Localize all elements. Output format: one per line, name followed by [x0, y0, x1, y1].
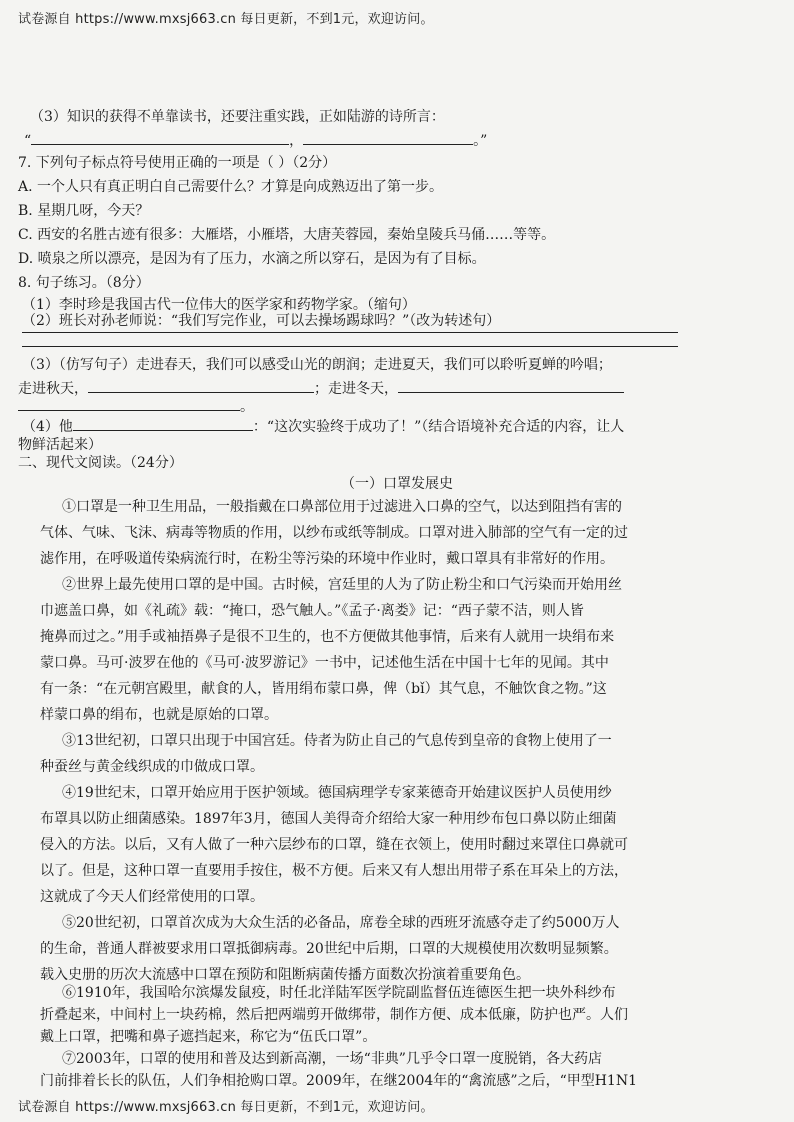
q7-option-d: D. 喷泉之所以漂亮，是因为有了压力，水滴之所以穿石，是因为有了目标。 [18, 251, 486, 267]
q8-part2: （2）班长对孙老师说：“我们写完作业，可以去操场踢球吗？”（改为转述句） [22, 313, 501, 329]
article-line: 戴上口罩，把嘴和鼻子遮挡起来，称它为“伍氏口罩”。 [40, 1029, 377, 1045]
q8-part4-he: （4）他 [22, 419, 73, 435]
winter-blank[interactable] [398, 380, 624, 393]
article-line: 载入史册的历次大流感中口罩在预防和阻断病菌传播方面数次扮演着重要角色。 [40, 967, 530, 983]
article-line: ②世界上最先使用口罩的是中国。古时候，宫廷里的人为了防止粉尘和口气污染而开始用丝 [62, 577, 622, 593]
article-line: 种蚕丝与黄金线织成的巾做成口罩。 [40, 759, 264, 775]
article-line: 门前排着长长的队伍，人们争相抢购口罩。2009年，在继2004年的“禽流感”之后，“甲型H1N1 [40, 1073, 638, 1089]
article-line: 这就成了今天人们经常使用的口罩。 [40, 889, 264, 905]
q8-part3-winter: ；走进冬天， [314, 381, 398, 397]
q6-part3-text: （3）知识的获得不单靠读书，还要注重实践，正如陆游的诗所言： [30, 109, 445, 125]
answer-blank-1[interactable] [31, 132, 289, 145]
q8-part1-answer-line[interactable] [22, 332, 678, 333]
article-line: 滤作用，在呼吸道传染病流行时，在粉尘等污染的环境中作业时，戴口罩具有非常好的作用。 [40, 551, 614, 567]
period: 。 [240, 399, 254, 415]
answer-blank-2[interactable] [303, 132, 473, 145]
section-2-heading: 二、现代文阅读。（24分） [18, 455, 183, 471]
close-quote: 。” [473, 133, 488, 149]
continuation-blank[interactable] [18, 398, 240, 411]
article-line: ⑥1910年，我国哈尔滨爆发鼠疫，时任北洋陆军医学院副监督伍连德医生把一块外科纱布 [62, 985, 616, 1001]
article-line: ⑦2003年，口罩的使用和普及达到新高潮，一场“非典”几乎令口罩一度脱销，各大药店 [62, 1051, 602, 1067]
open-quote: “ [24, 133, 32, 149]
autumn-blank[interactable] [88, 380, 314, 393]
q8-part4-line1 [22, 418, 624, 434]
article-title: （一）口罩发展史 [341, 476, 453, 492]
article-line: 巾遮盖口鼻，如《礼疏》载：“掩口，恐气触人。”《孟子·离娄》记：“西子蒙不洁，则人皆 [40, 603, 584, 619]
article-line: 有一条：“在元朝宫殿里，献食的人，皆用绢布蒙口鼻，俾（bǐ）其气息，不触饮食之物。”这 [40, 681, 607, 697]
article-line: ①口罩是一种卫生用品，一般指戴在口鼻部位用于过滤进入口鼻的空气，以达到阻挡有害的 [62, 499, 622, 515]
article-line: 布罩具以防止细菌感染。1897年3月，德国人美得奇介绍给大家一种用纱布包口鼻以防止细菌 [40, 811, 617, 827]
q6-part3-answer-line [24, 132, 487, 148]
q8-stem: 8. 句子练习。（8分） [18, 275, 150, 291]
comma: ， [289, 133, 304, 149]
q8-part3-line2 [18, 380, 624, 396]
page-footer-watermark: 试卷源自 https://www.mxsj663.cn 每日更新，不到1元，欢迎访问。 [18, 1100, 434, 1115]
q8-part4-quote: ：“这次实验终于成功了！”（结合语境补充合适的内容，让人 [252, 419, 625, 435]
article-line: ③13世纪初，口罩只出现于中国宫廷。侍者为防止自己的气息传到皇帝的食物上使用了一 [62, 733, 612, 749]
article-line: 侵入的方法。以后，又有人做了一种六层纱布的口罩，缝在衣领上，使用时翻过来罩住口鼻就可 [40, 837, 628, 853]
q7-option-c: C. 西安的名胜古迹有很多：大雁塔，小雁塔，大唐芙蓉园，秦始皇陵兵马俑……等等。 [18, 227, 556, 243]
article-line: 蒙口鼻。马可·波罗在他的《马可·波罗游记》一书中，记述他生活在中国十七年的见闻。其中 [40, 655, 609, 671]
article-line: 气体、气味、飞沫、病毒等物质的作用，以纱布或纸等制成。口罩对进入肺部的空气有一定的过 [40, 525, 628, 541]
q8-part3-line3 [18, 398, 254, 414]
q8-part2-answer-line[interactable] [22, 346, 678, 347]
article-line: ④19世纪末，口罩开始应用于医护领域。德国病理学专家莱德奇开始建议医护人员使用纱 [62, 785, 612, 801]
article-line: ⑤20世纪初，口罩首次成为大众生活的必备品，席卷全球的西班牙流感夺走了约5000万人 [62, 915, 620, 931]
q8-part3-line1: （3）（仿写句子）走进春天，我们可以感受山光的朗润；走进夏天，我们可以聆听夏蝉的吟唱； [22, 357, 612, 373]
q7-option-b: B. 星期几呀，今天？ [18, 203, 150, 219]
q8-part1: （1）李时珍是我国古代一位伟大的医学家和药物学家。（缩句） [22, 297, 416, 313]
article-line: 以了。但是，这种口罩一直要用手按住，极不方便。后来又有人想出用带子系在耳朵上的方法， [40, 863, 628, 879]
article-line: 样蒙口鼻的绢布，也就是原始的口罩。 [40, 707, 278, 723]
q8-part4-blank[interactable] [73, 418, 253, 431]
q7-option-a: A. 一个人只有真正明白自己需要什么？才算是向成熟迈出了第一步。 [18, 179, 444, 195]
article-line: 折叠起来，中间村上一块药棉，然后把两端剪开做绑带，制作方便、成本低廉，防护也严。人们 [40, 1007, 628, 1023]
q8-part4-line2: 物鲜活起来） [18, 437, 102, 453]
q7-stem: 7. 下列句子标点符号使用正确的一项是（ ）（2分） [18, 155, 337, 171]
page-header-watermark: 试卷源自 https://www.mxsj663.cn 每日更新，不到1元，欢迎访问。 [18, 12, 434, 27]
article-line: 的生命，普通人群被要求用口罩抵御病毒。20世纪中后期，口罩的大规模使用次数明显频繁。 [40, 941, 618, 957]
article-line: 掩鼻而过之。”用手或袖捂鼻子是很不卫生的，也不方便做其他事情，后来有人就用一块绢布来 [40, 629, 615, 645]
q8-part3-autumn: 走进秋天， [18, 381, 88, 397]
